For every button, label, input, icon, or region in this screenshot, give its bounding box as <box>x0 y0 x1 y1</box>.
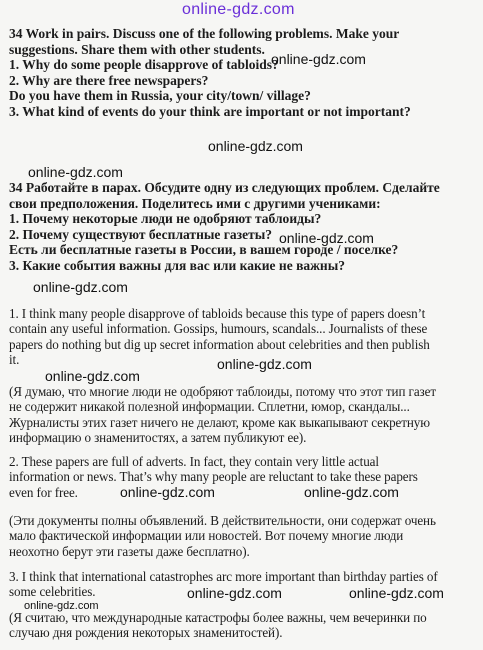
answer-line: contain any useful information. Gossips, humours, scandals... Journalists of these <box>9 321 428 337</box>
task-ru-line: 3. Какие события важны для вас или какие не важны? <box>9 257 346 273</box>
answer-line: случаю дня рождения некоторых знаменитостей). <box>9 625 283 641</box>
task-ru-line: Есть ли бесплатные газеты в России, в вашем городе / поселке? <box>9 242 399 258</box>
task-en-line: 2. Why are there free newspapers? <box>9 72 209 88</box>
task-en-line: 34 Work in pairs. Discuss one of the following problems. Make your <box>9 26 400 41</box>
watermark: online-gdz.com <box>120 484 215 500</box>
answer-line: even for free. <box>9 484 78 500</box>
watermark: online-gdz.com <box>349 585 444 601</box>
answer-line: 1. I think many people disapprove of tabloids because this type of papers doesn’t <box>9 306 426 321</box>
answer-2-russian <box>9 513 475 559</box>
task-russian <box>9 180 475 274</box>
watermark-top: online-gdz.com <box>182 1 295 18</box>
task-english <box>9 26 475 120</box>
watermark: online-gdz.com <box>33 279 128 295</box>
watermark: online-gdz.com <box>279 230 374 246</box>
answer-line: papers do nothing but dig up secret information about celebrities and then publish <box>9 336 430 352</box>
answer-line: 2. These papers are full of adverts. In fact, they contain very little actual <box>9 454 379 469</box>
answer-line: (Я считаю, что международные катастрофы более важны, чем вечеринки по <box>9 610 427 625</box>
answer-line: some celebrities. <box>9 584 96 600</box>
watermark: online-gdz.com <box>45 368 140 384</box>
task-ru-line: 1. Почему некоторые люди не одобряют таблоиды? <box>9 211 322 227</box>
watermark: online-gdz.com <box>24 600 99 612</box>
answer-line: информацию о знаменитостях, а затем публикуют ее). <box>9 430 307 446</box>
watermark: online-gdz.com <box>271 51 366 67</box>
answer-line: не содержит никакой полезной информации. Сплетни, юмор, скандалы... <box>9 399 410 415</box>
answer-line: (Эти документы полны объявлений. В действительности, они содержат очень <box>9 513 436 528</box>
answer-2-english <box>9 454 475 500</box>
task-ru-line: 34 Работайте в парах. Обсудите одну из следующих проблем. Сделайте <box>9 180 440 195</box>
task-en-line: 3. What kind of events do your think are important or not important? <box>9 103 411 119</box>
watermark: online-gdz.com <box>187 585 282 601</box>
answer-line: Журналисты этих газет ничего не делают, кроме как выкапывают секретную <box>9 414 430 430</box>
answer-line: 3. I think that international catastrophes arc more important than birthday parties of <box>9 569 438 584</box>
watermark: online-gdz.com <box>304 484 399 500</box>
task-en-line: suggestions. Share them with other students. <box>9 41 265 57</box>
answer-line: information or news. That’s why many people are reluctant to take these papers <box>9 469 418 485</box>
watermark: online-gdz.com <box>28 164 123 180</box>
answer-1-russian <box>9 384 475 446</box>
answer-line: it. <box>9 352 20 368</box>
answer-line: мало фактической информации или новостей. Вот почему многие люди <box>9 528 404 544</box>
watermark: online-gdz.com <box>217 356 312 372</box>
task-en-line: Do you have them in Russia, your city/town/ village? <box>9 88 311 104</box>
task-ru-line: свои предположения. Поделитесь ими с другими учениками: <box>9 195 381 211</box>
answer-line: неохотно берут эти газеты даже бесплатно). <box>9 543 250 559</box>
answer-line: (Я думаю, что многие люди не одобряют таблоиды, потому что этот тип газет <box>9 384 436 399</box>
watermark: online-gdz.com <box>208 138 303 154</box>
task-ru-line: 2. Почему существуют бесплатные газеты? <box>9 226 273 242</box>
task-en-line: 1. Why do some people disapprove of tabloids? <box>9 57 279 73</box>
